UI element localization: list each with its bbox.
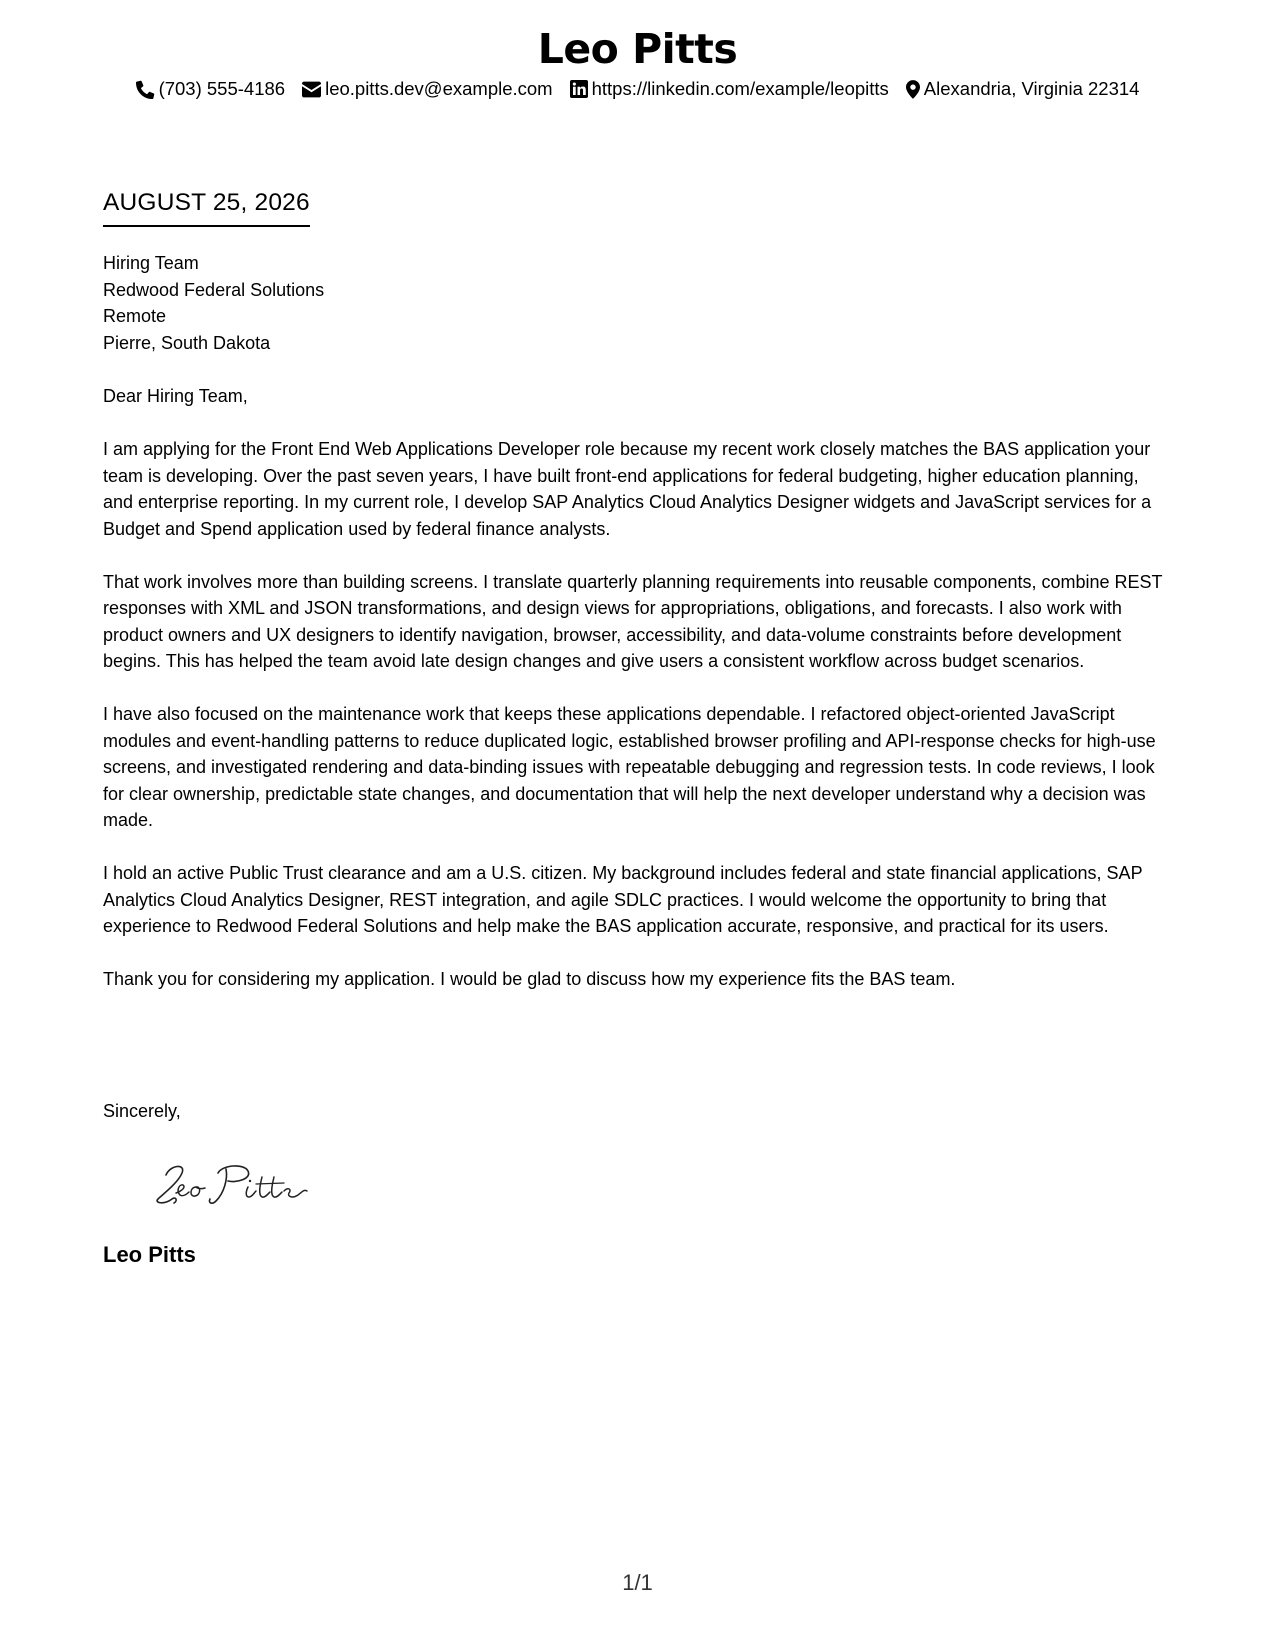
handwritten-signature bbox=[152, 1155, 322, 1215]
page-number: 1/1 bbox=[622, 1570, 653, 1595]
signer-name: Leo Pitts bbox=[103, 1242, 196, 1267]
contact-email[interactable] bbox=[302, 78, 553, 100]
body-paragraph: I am applying for the Front End Web Applications Developer role because my recent work closely matches the BAS application your team is developing. Over the past seven years, I have built front-end applications for federal budgeting, higher education planning, and enterprise reporting. In my current role, I develop SAP Analytics Cloud Analytics Designer widgets and JavaScript services for a Budget and Spend application used by federal finance analysts. bbox=[103, 439, 1152, 539]
applicant-name: Leo Pitts bbox=[537, 25, 738, 73]
body-paragraph: I have also focused on the maintenance work that keeps these applications dependable. I refactored object-oriented JavaScript modules and event-handling patterns to reduce duplicated logic, established browser profiling and API-response checks for high-use screens, and investigated rendering and data-binding issues with repeatable debugging and regression tests. In code reviews, I look for clear ownership, predictable state changes, and documentation that will help the next developer understand why a decision was made. bbox=[103, 704, 1156, 830]
contact-location bbox=[906, 78, 1140, 100]
body-paragraph: I hold an active Public Trust clearance and am a U.S. citizen. My background includes federal and state financial applications, SAP Analytics Cloud Analytics Designer, REST integration, and agile SDLC practices. I would welcome the opportunity to bring that experience to Redwood Federal Solutions and help make the BAS application accurate, responsive, and practical for its users. bbox=[103, 863, 1143, 936]
email-address[interactable]: leo.pitts.dev@example.com bbox=[325, 78, 553, 99]
recipient-address bbox=[103, 250, 324, 356]
letter-date: AUGUST 25, 2026 bbox=[103, 188, 310, 227]
phone-icon bbox=[136, 80, 155, 99]
recipient-line: Hiring Team bbox=[103, 253, 199, 273]
envelope-icon bbox=[302, 81, 321, 98]
body-paragraph: Thank you for considering my application. I would be glad to discuss how my experience fits the BAS team. bbox=[103, 969, 956, 989]
recipient-company: Redwood Federal Solutions bbox=[103, 279, 325, 300]
recipient-city: Pierre, South Dakota bbox=[103, 332, 271, 353]
map-marker-icon bbox=[906, 80, 920, 99]
phone-number: (703) 555-4186 bbox=[158, 78, 286, 99]
contact-linkedin[interactable] bbox=[570, 78, 889, 100]
salutation: Dear Hiring Team, bbox=[103, 386, 248, 406]
linkedin-icon bbox=[570, 80, 588, 98]
linkedin-url[interactable]: https://linkedin.com/example/leopitts bbox=[591, 78, 889, 99]
body-paragraph: That work involves more than building screens. I translate quarterly planning requirements into reusable components, combine REST responses with XML and JSON transformations, and design views for appropriations, obligations, and forecasts. I also work with product owners and UX designers to identify navigation, browser, accessibility, and data-volume constraints before development begins. This has helped the team avoid late design changes and give users a consistent workflow across budget scenarios. bbox=[103, 571, 1163, 671]
recipient-work-mode: Remote bbox=[103, 306, 167, 326]
letter-body bbox=[103, 383, 1173, 1019]
closing: Sincerely, bbox=[103, 1101, 181, 1121]
contact-phone bbox=[136, 78, 286, 100]
contact-bar bbox=[0, 78, 1275, 100]
date-block bbox=[103, 188, 310, 227]
location-text: Alexandria, Virginia 22314 bbox=[923, 78, 1140, 99]
